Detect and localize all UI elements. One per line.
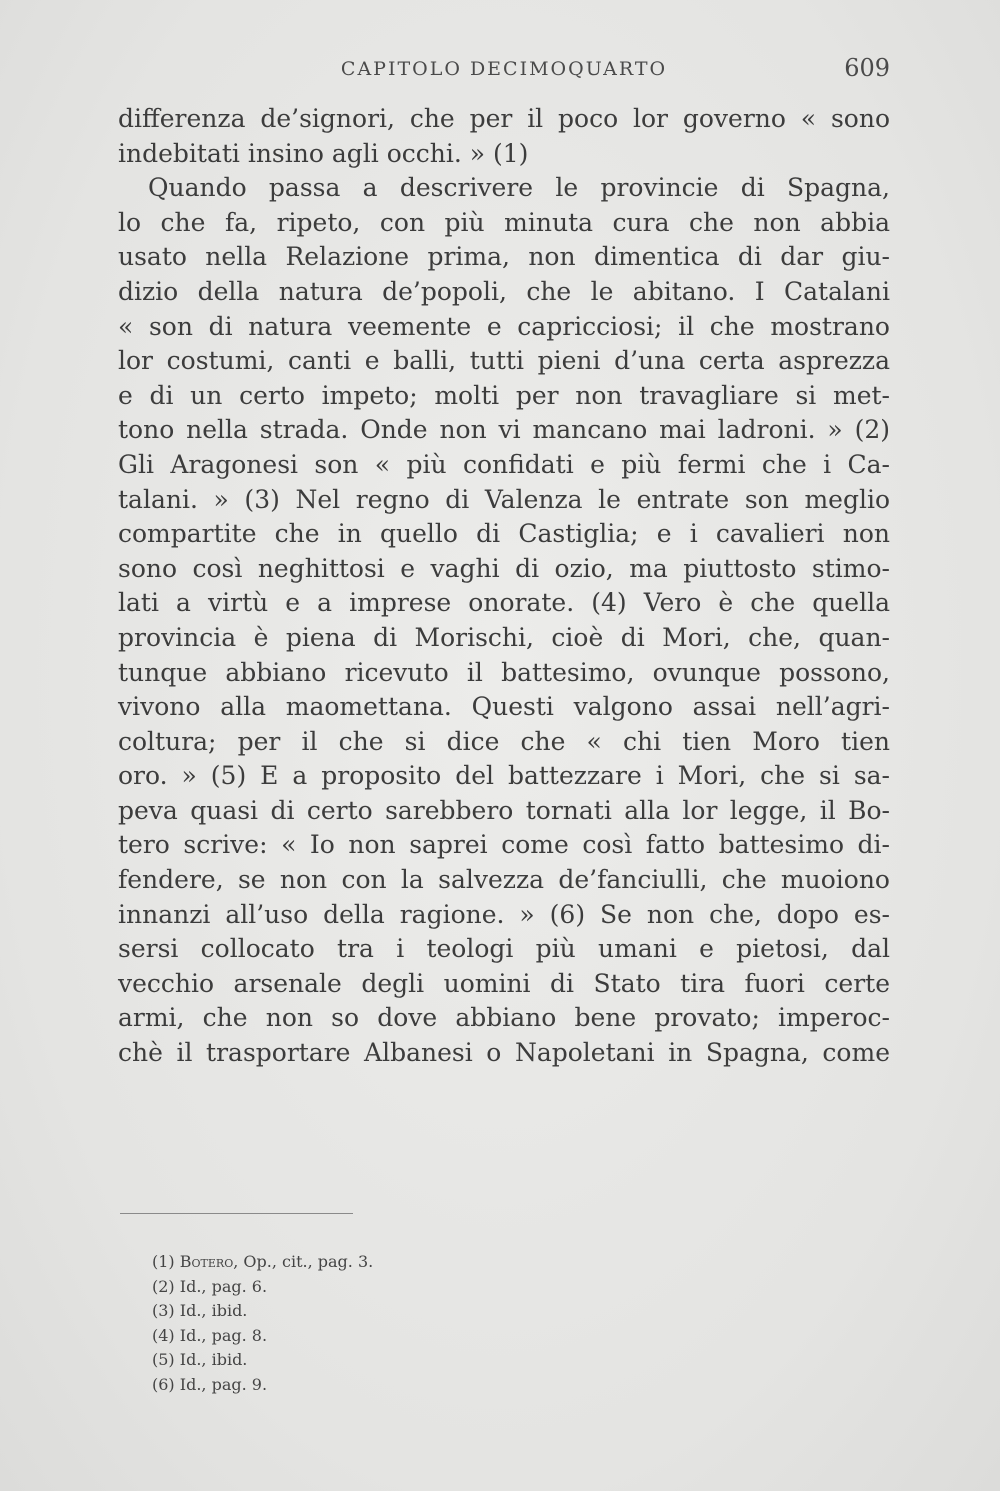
footnotes (152, 1250, 752, 1397)
footnote-2 (152, 1275, 752, 1300)
body-text (118, 102, 890, 1071)
text-line: indebitati insino agli occhi. » (1) (118, 138, 529, 168)
footnote-3 (152, 1299, 752, 1324)
text-line: oro. » (5) E a proposito del battezzare i Mori, che si sa- (118, 761, 890, 791)
footnote-6 (152, 1373, 752, 1398)
text-line: innanzi all’uso della ragione. » (6) Se non che, dopo es- (118, 899, 890, 929)
footnote-mark: (3) (152, 1301, 175, 1320)
footnote-1 (152, 1250, 752, 1275)
footnote-4 (152, 1324, 752, 1349)
text-line: differenza de’signori, che per il poco lor governo « sono (118, 104, 890, 133)
footnote-mark: (4) (152, 1325, 175, 1345)
text-line: usato nella Relazione prima, non dimentica di dar giu- (118, 242, 890, 272)
text-line: lo che fa, ripeto, con più minuta cura che non abbia (118, 207, 890, 237)
text-line: Quando passa a descrivere le provincie di Spagna, (148, 173, 890, 203)
text-line: compartite che in quello di Castiglia; e i cavalieri non (118, 519, 890, 549)
footnote-text: Id., ibid. (179, 1301, 248, 1320)
text-line: tono nella strada. Onde non vi mancano mai ladroni. » (2) (118, 415, 890, 445)
text-line: Gli Aragonesi son « più confidati e più fermi che i Ca- (118, 449, 890, 479)
footnote-text: Id., pag. 8. (179, 1325, 268, 1345)
text-line: e di un certo impeto; molti per non travagliare si met- (118, 380, 890, 410)
text-line: tunque abbiano ricevuto il battesimo, ovunque possono, (118, 657, 890, 687)
text-line: sono così neghittosi e vaghi di ozio, ma piuttosto stimo- (118, 553, 890, 583)
text-line: tero scrive: « Io non saprei come così fatto battesimo di- (118, 830, 890, 860)
text-line: « son di natura veemente e capricciosi; il che mostrano (118, 311, 890, 341)
running-head (118, 54, 890, 88)
text-line: coltura; per il che si dice che « chi tien Moro tien (118, 726, 890, 756)
text-line: vivono alla maomettana. Questi valgono assai nell’agri- (118, 692, 890, 722)
footnote-mark: (6) (152, 1374, 175, 1394)
text-line: peva quasi di certo sarebbero tornati alla lor legge, il Bo- (118, 795, 890, 825)
text-line: provincia è piena di Morischi, cioè di Mori, che, quan- (118, 622, 890, 652)
text-line: dizio della natura de’popoli, che le abitano. I Catalani (118, 276, 890, 306)
text-line: talani. » (3) Nel regno di Valenza le entrate son meglio (118, 484, 890, 514)
footnote-text: Id., ibid. (179, 1350, 248, 1369)
footnote-mark: (5) (152, 1350, 175, 1369)
text-line: lati a virtù e a imprese onorate. (4) Vero è che quella (118, 588, 890, 618)
footnote-text: Id., pag. 9. (179, 1374, 268, 1394)
text-line: chè il trasportare Albanesi o Napoletani in Spagna, come (118, 1038, 890, 1068)
page-number: 609 (844, 54, 890, 82)
footnote-text: , Op., cit., pag. 3. (233, 1252, 374, 1271)
chapter-title: CAPITOLO DECIMOQUARTO (340, 58, 668, 80)
footnote-5 (152, 1348, 752, 1373)
text-line: sersi collocato tra i teologi più umani e pietosi, dal (118, 934, 890, 964)
text-line: vecchio arsenale degli uomini di Stato tira fuori certe (118, 968, 890, 998)
text-line: armi, che non so dove abbiano bene provato; imperoc- (118, 1003, 890, 1033)
footnote-author: Botero (179, 1252, 234, 1271)
footnote-text: Id., pag. 6. (179, 1276, 268, 1296)
footnote-mark: (2) (152, 1276, 175, 1296)
text-line: fendere, se non con la salvezza de’fanciulli, che muoiono (118, 865, 890, 895)
footnote-mark: (1) (152, 1252, 175, 1271)
text-line: lor costumi, canti e balli, tutti pieni d’una certa asprezza (118, 346, 890, 376)
footnote-rule (120, 1213, 353, 1214)
